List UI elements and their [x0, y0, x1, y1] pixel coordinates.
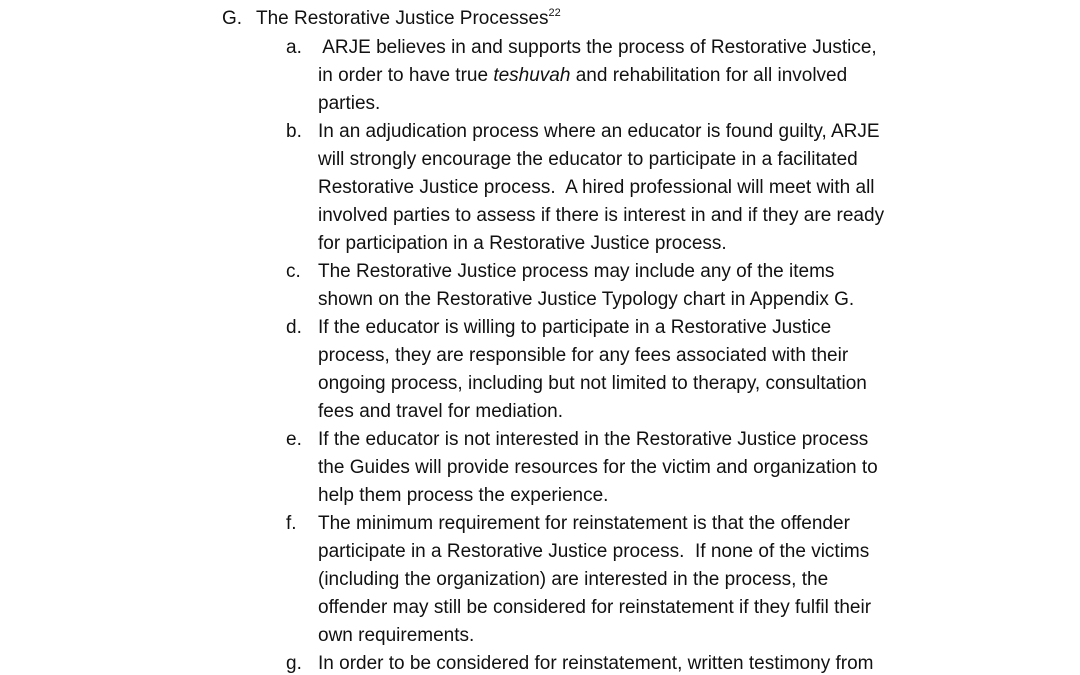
text-line: If the educator is not interested in the Restorative Justice process — [318, 429, 869, 450]
list-item-letter: c. — [286, 261, 301, 282]
list-item-text — [318, 118, 958, 258]
text-line — [318, 62, 958, 90]
section-title: The Restorative Justice Processes — [256, 8, 549, 29]
text-line: the Guides will provide resources for the victim and organization to — [318, 457, 878, 478]
text-line: shown on the Restorative Justice Typology chart in Appendix G. — [318, 289, 855, 310]
list-item-letter: d. — [286, 317, 302, 338]
section-heading — [222, 7, 561, 31]
text-line: The Restorative Justice process may include any of the items — [318, 261, 835, 282]
list-item-text — [318, 34, 958, 118]
section-marker: G. — [222, 8, 243, 29]
list-item-letter: a. — [286, 37, 302, 58]
list-item-text — [318, 650, 958, 675]
text-line: parties. — [318, 93, 381, 114]
list-item-text — [318, 258, 958, 314]
text-line: The minimum requirement for reinstatement is that the offender — [318, 513, 850, 534]
text-line: offender may still be considered for reinstatement if they fulfil their — [318, 597, 872, 618]
text-line: Restorative Justice process. A hired professional will meet with all — [318, 177, 875, 198]
text-segment: and rehabilitation for all involved — [570, 65, 848, 86]
text-segment: in order to have true — [318, 65, 494, 86]
text-line: ongoing process, including but not limited to therapy, consultation — [318, 373, 867, 394]
list-item-letter: g. — [286, 653, 302, 674]
list-item-letter: b. — [286, 121, 302, 142]
italic-term: teshuvah — [493, 65, 571, 86]
text-line: In an adjudication process where an educator is found guilty, ARJE — [318, 121, 880, 142]
text-line: In order to be considered for reinstatement, written testimony from — [318, 653, 874, 674]
text-line: will strongly encourage the educator to participate in a facilitated — [318, 149, 858, 170]
text-line: ARJE believes in and supports the process of Restorative Justice, — [318, 37, 877, 58]
list-item-text — [318, 510, 958, 650]
text-line: participate in a Restorative Justice process. If none of the victims — [318, 541, 870, 562]
text-line: own requirements. — [318, 625, 475, 646]
text-line: help them process the experience. — [318, 485, 609, 506]
text-line: (including the organization) are interested in the process, the — [318, 569, 829, 590]
text-line: for participation in a Restorative Justice process. — [318, 233, 727, 254]
footnote-reference: 22 — [548, 7, 561, 19]
list-item-letter: f. — [286, 513, 297, 534]
list-item-text — [318, 314, 958, 426]
text-line: If the educator is willing to participate in a Restorative Justice — [318, 317, 832, 338]
text-line: fees and travel for mediation. — [318, 401, 564, 422]
text-line: involved parties to assess if there is interest in and if they are ready — [318, 205, 885, 226]
text-line: process, they are responsible for any fees associated with their — [318, 345, 849, 366]
list-item-letter: e. — [286, 429, 302, 450]
list-item-text — [318, 426, 958, 510]
